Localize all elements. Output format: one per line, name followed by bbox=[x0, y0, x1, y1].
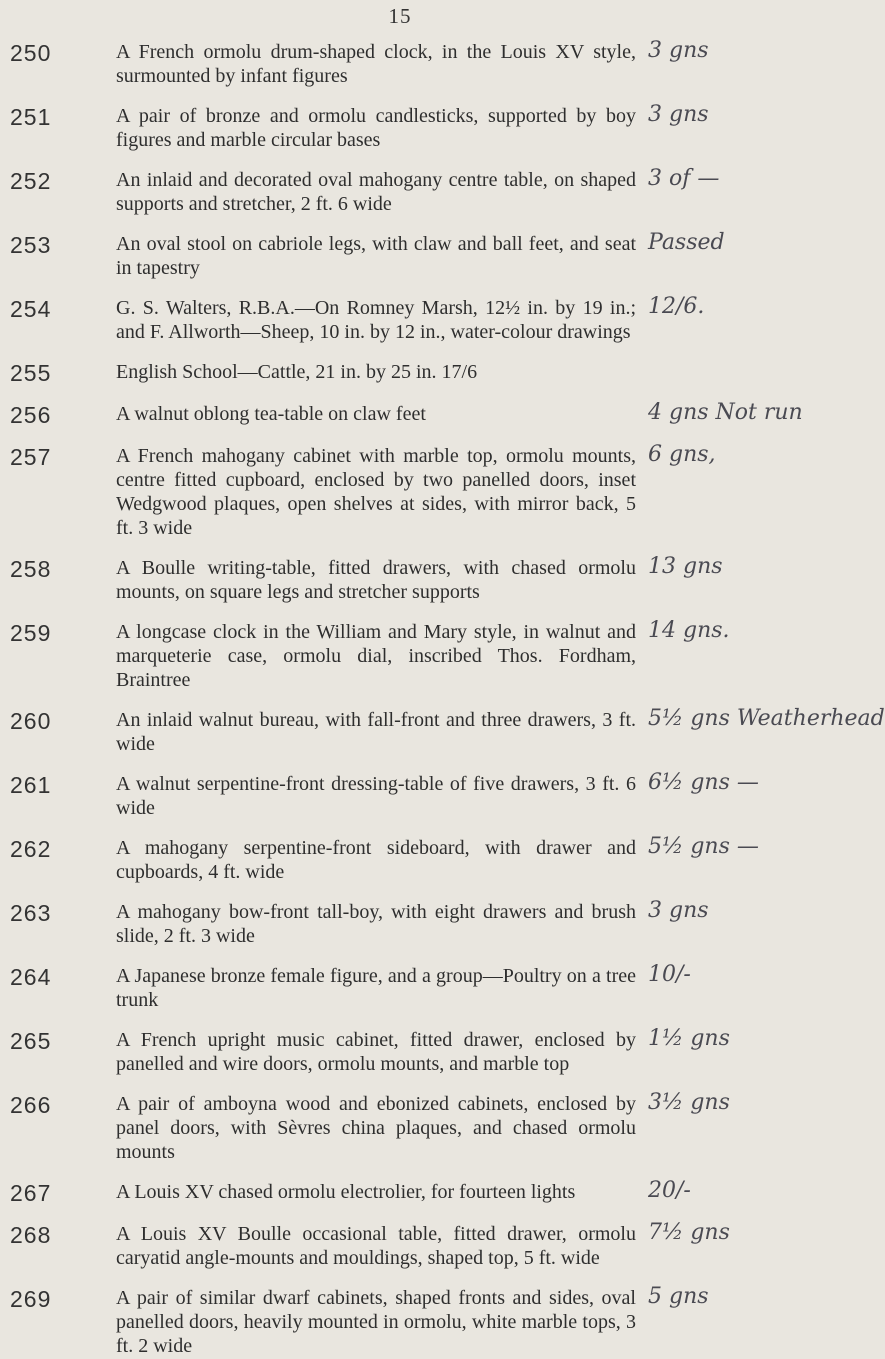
price-annotation: 5 gns bbox=[648, 1284, 709, 1309]
lot-description: A Louis XV Boulle occasional table, fitted drawer, ormolu caryatid angle-mounts and mouldings, shaped top, 5 ft. wide bbox=[116, 1223, 636, 1269]
lot-number: 254 bbox=[10, 296, 52, 322]
lot-number: 259 bbox=[10, 620, 52, 646]
price-annotation: 13 gns bbox=[648, 554, 723, 579]
price-annotation: 3 gns bbox=[648, 38, 709, 63]
lot-description: A longcase clock in the William and Mary style, in walnut and marqueterie case, ormolu dial, inscribed Thos. Fordham, Braintree bbox=[116, 621, 636, 691]
lot-number: 265 bbox=[10, 1028, 52, 1054]
lot-description: English School—Cattle, 21 in. by 25 in. 17/6 bbox=[116, 361, 478, 383]
lot-description: A Boulle writing-table, fitted drawers, with chased ormolu mounts, on square legs and stretcher supports bbox=[116, 557, 636, 603]
lot-number: 257 bbox=[10, 444, 52, 470]
page-number: 15 bbox=[388, 4, 412, 28]
lot-number: 263 bbox=[10, 900, 52, 926]
lot-description: A walnut oblong tea-table on claw feet bbox=[116, 403, 426, 425]
lot-number: 264 bbox=[10, 964, 52, 990]
price-annotation: 10/- bbox=[648, 962, 691, 987]
lot-number: 255 bbox=[10, 360, 52, 386]
lot-number: 260 bbox=[10, 708, 52, 734]
lot-description: A mahogany bow-front tall-boy, with eight drawers and brush slide, 2 ft. 3 wide bbox=[116, 901, 636, 947]
lot-number: 261 bbox=[10, 772, 52, 798]
lot-number: 253 bbox=[10, 232, 52, 258]
price-annotation: 1½ gns bbox=[648, 1026, 730, 1051]
price-annotation: 3 of — bbox=[648, 166, 720, 191]
lot-description: A Japanese bronze female figure, and a group—Poultry on a tree trunk bbox=[116, 965, 636, 1011]
lot-number: 267 bbox=[10, 1180, 52, 1206]
lot-number: 256 bbox=[10, 402, 52, 428]
price-annotation: 3½ gns bbox=[648, 1090, 730, 1115]
price-annotation: Passed bbox=[648, 230, 725, 255]
price-annotation: 5½ gns — bbox=[648, 834, 759, 859]
lot-description: A Louis XV chased ormolu electrolier, for fourteen lights bbox=[116, 1181, 576, 1203]
lot-description: A walnut serpentine-front dressing-table of five drawers, 3 ft. 6 wide bbox=[116, 773, 636, 819]
lot-description: A pair of amboyna wood and ebonized cabinets, enclosed by panel doors, with Sèvres china plaques, and chased ormolu mounts bbox=[116, 1093, 636, 1163]
price-annotation: 4 gns Not run bbox=[648, 400, 803, 425]
lot-description: An oval stool on cabriole legs, with claw and ball feet, and seat in tapestry bbox=[116, 233, 636, 279]
lot-description: A French mahogany cabinet with marble top, ormolu mounts, centre fitted cupboard, enclosed by two panelled doors, inset Wedgwood plaques, open shelves at sides, with mirror back, 5 ft. 3 wide bbox=[116, 445, 636, 539]
lot-description: G. S. Walters, R.B.A.—On Romney Marsh, 12½ in. by 19 in.; and F. Allworth—Sheep, 10 in. by 12 in., water-colour drawings bbox=[116, 297, 636, 343]
lot-number: 268 bbox=[10, 1222, 52, 1248]
lot-number: 250 bbox=[10, 40, 52, 66]
lot-number: 262 bbox=[10, 836, 52, 862]
price-annotation: 12/6. bbox=[648, 294, 705, 319]
lot-description: A French ormolu drum-shaped clock, in the Louis XV style, surmounted by infant figures bbox=[116, 41, 636, 87]
price-annotation: 14 gns. bbox=[648, 618, 730, 643]
lot-description: An inlaid walnut bureau, with fall-front and three drawers, 3 ft. wide bbox=[116, 709, 636, 755]
lot-description: A mahogany serpentine-front sideboard, with drawer and cupboards, 4 ft. wide bbox=[116, 837, 636, 883]
lot-description: A French upright music cabinet, fitted drawer, enclosed by panelled and wire doors, ormolu mounts, and marble top bbox=[116, 1029, 636, 1075]
lot-number: 269 bbox=[10, 1286, 52, 1312]
price-annotation: 7½ gns bbox=[648, 1220, 730, 1245]
price-annotation: 20/- bbox=[648, 1178, 691, 1203]
lot-number: 258 bbox=[10, 556, 52, 582]
price-annotation: 5½ gns Weatherhead bbox=[648, 706, 885, 731]
lot-description: An inlaid and decorated oval mahogany centre table, on shaped supports and stretcher, 2 ft. 6 wide bbox=[116, 169, 636, 215]
lot-number: 252 bbox=[10, 168, 52, 194]
lot-number: 251 bbox=[10, 104, 52, 130]
lot-description: A pair of bronze and ormolu candlesticks, supported by boy figures and marble circular bases bbox=[116, 105, 636, 151]
lot-description: A pair of similar dwarf cabinets, shaped fronts and sides, oval panelled doors, heavily mounted in ormolu, white marble tops, 3 ft. 2 wide bbox=[116, 1287, 636, 1357]
price-annotation: 3 gns bbox=[648, 102, 709, 127]
price-annotation: 6½ gns — bbox=[648, 770, 759, 795]
lot-number: 266 bbox=[10, 1092, 52, 1118]
price-annotation: 6 gns, bbox=[648, 442, 716, 467]
price-annotation: 3 gns bbox=[648, 898, 709, 923]
